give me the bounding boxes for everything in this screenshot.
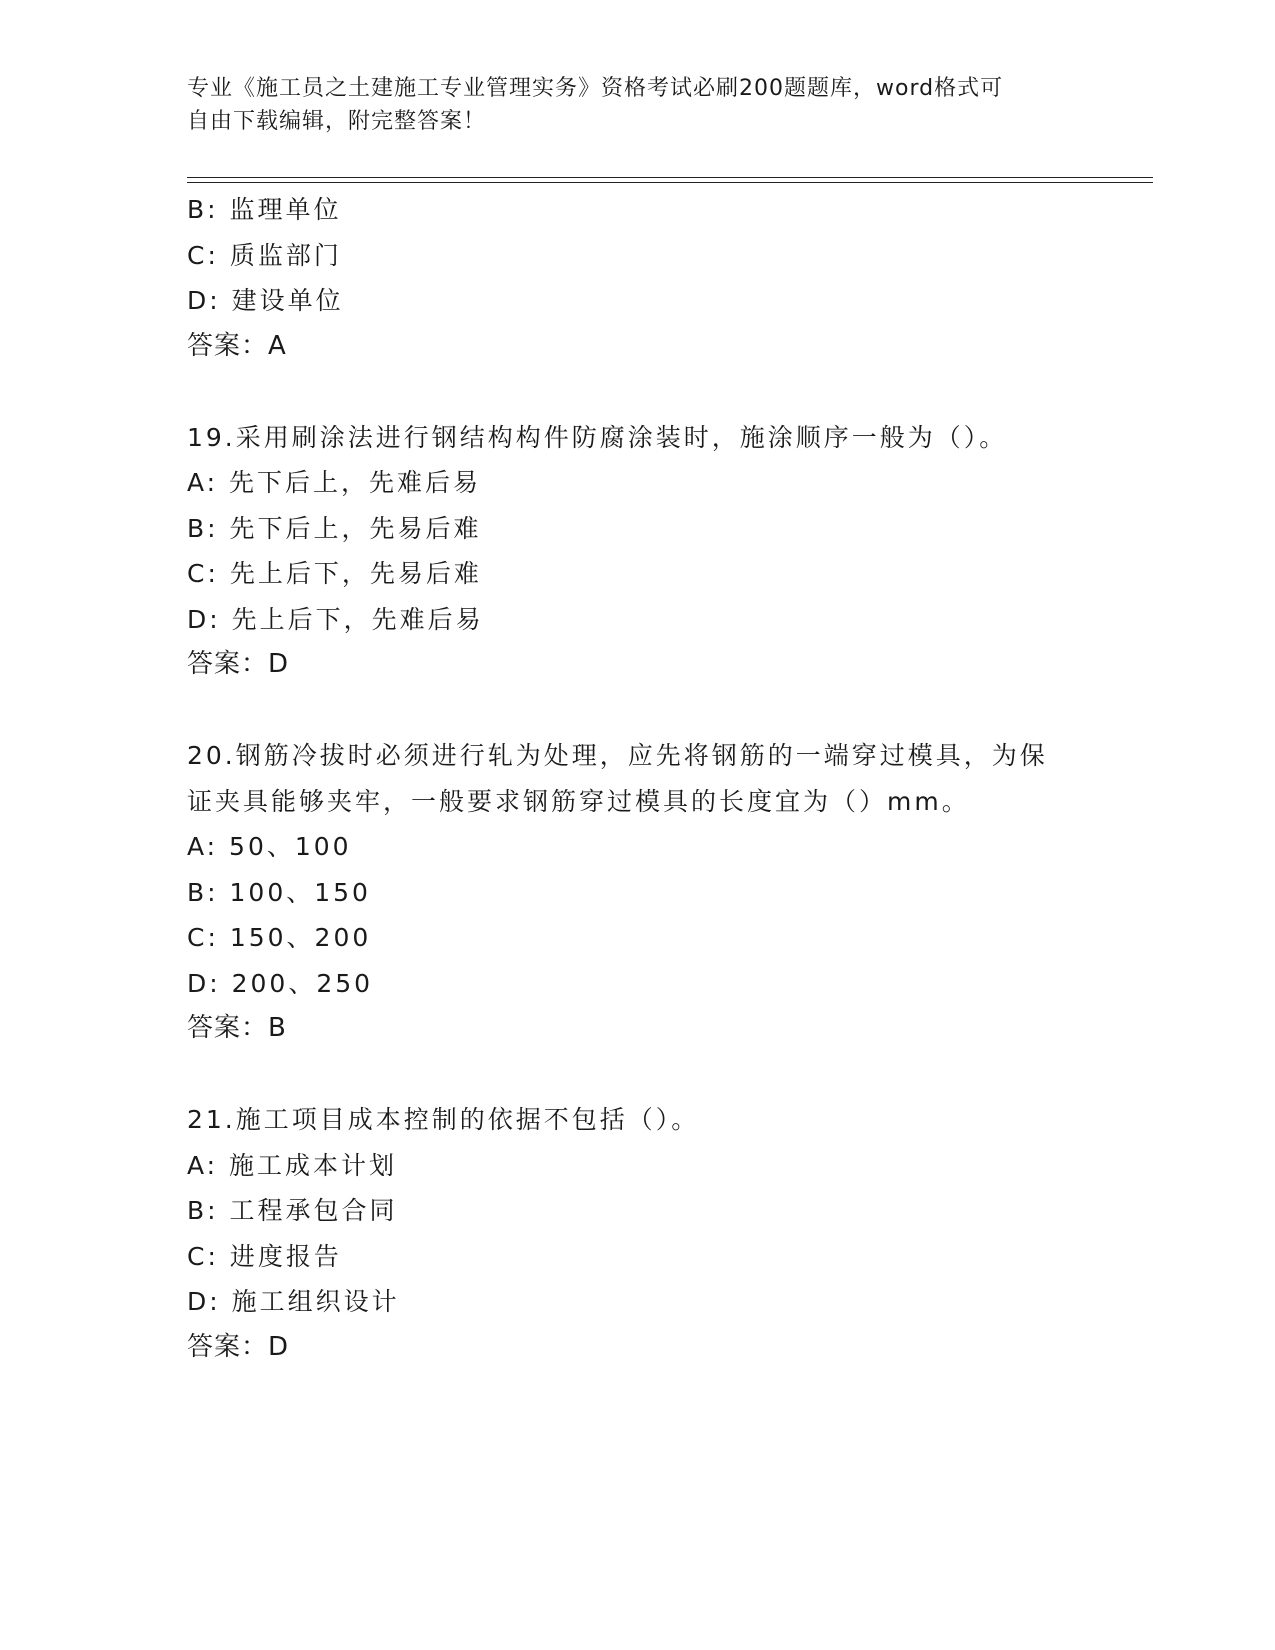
question-stem-line-2: 证夹具能够夹牢，一般要求钢筋穿过模具的长度宜为（）mm。: [187, 786, 970, 816]
option-b: B: 监理单位: [187, 195, 342, 224]
question-stem: 21.施工项目成本控制的依据不包括（）。: [187, 1105, 700, 1134]
option-c: C: 质监部门: [187, 240, 342, 270]
option-b: B: 100、150: [187, 877, 371, 907]
question-list: [187, 187, 1087, 1370]
answer: 答案：B: [187, 1013, 287, 1043]
spacer: [187, 1052, 1087, 1098]
header-title-line-1: 专业《施工员之土建施工专业管理实务》资格考试必刷200题题库，word格式可: [187, 76, 1004, 101]
option-d: D: 200、250: [187, 968, 374, 998]
option-d: D: 先上后下，先难后易: [187, 604, 484, 634]
header-rule-bottom: [187, 182, 1153, 183]
answer: 答案：D: [187, 1331, 290, 1362]
question-21: [187, 1097, 1087, 1370]
option-b: B: 工程承包合同: [187, 1196, 398, 1225]
option-c: C: 先上后下，先易后难: [187, 559, 482, 588]
option-a: A: 先下后上，先难后易: [187, 468, 482, 497]
question-stem: 19.采用刷涂法进行钢结构构件防腐涂装时，施涂顺序一般为（）。: [187, 422, 1008, 452]
option-d: D: 施工组织设计: [187, 1287, 400, 1316]
question-20: [187, 733, 1087, 1052]
question-19: [187, 415, 1087, 688]
header-rule-top: [187, 177, 1153, 178]
option-a: A: 施工成本计划: [187, 1150, 398, 1180]
option-d: D: 建设单位: [187, 286, 344, 315]
question-stem-line-1: 20.钢筋冷拔时必须进行轧为处理，应先将钢筋的一端穿过模具，为保: [187, 741, 1048, 770]
option-c: C: 进度报告: [187, 1241, 342, 1271]
option-c: C: 150、200: [187, 923, 372, 952]
option-b: B: 先下后上，先易后难: [187, 513, 482, 543]
header-title-line-2: 自由下载编辑，附完整答案！: [187, 109, 487, 134]
answer: 答案：D: [187, 649, 290, 679]
spacer: [187, 688, 1087, 734]
page-header: [187, 72, 1067, 138]
question-18: [187, 187, 1087, 369]
answer: 答案：A: [187, 330, 287, 361]
option-a: A: 50、100: [187, 832, 352, 861]
spacer: [187, 369, 1087, 415]
